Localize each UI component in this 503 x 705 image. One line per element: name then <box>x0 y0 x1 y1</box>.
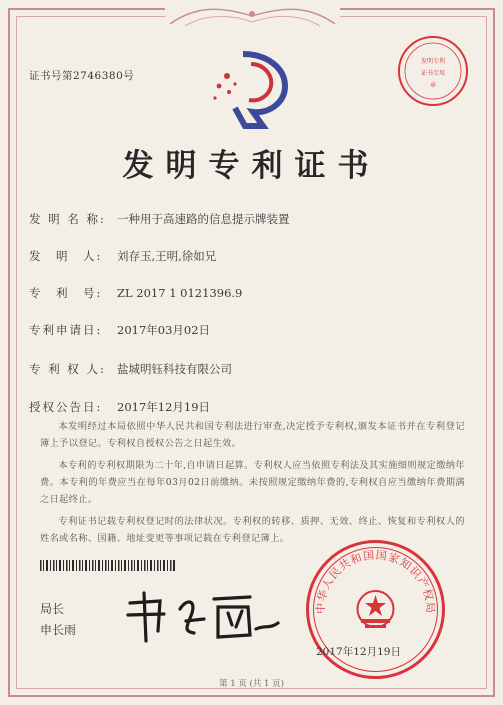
certificate-number: 证书号第2746380号 <box>29 70 135 82</box>
application-date-label: 专利申请日: <box>29 323 103 337</box>
patentee-field <box>29 361 232 377</box>
patentee-value: 盐城明钰科技有限公司 <box>117 362 232 376</box>
patent-number-value: ZL 2017 1 0121396.9 <box>117 286 243 300</box>
inventors-value: 刘存玉,王明,徐如兄 <box>117 249 217 263</box>
svg-text:中华人民共和国国家知识产权局: 中华人民共和国国家知识产权局 <box>314 548 437 615</box>
application-date-value: 2017年03月02日 <box>117 323 211 337</box>
seal-date: 2017年12月19日 <box>316 646 401 658</box>
patentee-label: 专 利 权 人: <box>29 362 106 376</box>
patent-corner-seal <box>395 33 471 109</box>
paragraph-3: 专利证书记载专利权登记时的法律状况。专利权的转移、质押、无效、终止、恢复和专利权人的姓名或名称、国籍、地址变更等事项记载在专利登记簿上。 <box>40 516 465 544</box>
top-ornament <box>165 4 340 30</box>
svg-text:发明专利: 发明专利 <box>420 58 446 65</box>
application-date-field <box>29 322 210 338</box>
invention-name-field <box>29 211 290 227</box>
director-signature <box>118 585 288 647</box>
svg-text:证书专用: 证书专用 <box>420 70 446 77</box>
paragraph-2: 本专利的专利权期限为二十年,自申请日起算。专利权人应当依照专利法及其实施细则规定缴纳年费。本专利的年费应当在每年03月02日前缴纳。未按照规定缴纳年费的,专利权自应当缴纳年费期满之日起终止。 <box>40 460 465 505</box>
grant-date-value: 2017年12月19日 <box>117 400 211 414</box>
grant-date-label: 授权公告日: <box>29 400 103 414</box>
invention-name-label: 发 明 名 称: <box>29 212 106 226</box>
patent-number-field <box>29 285 242 301</box>
inventors-label: 发 明 人: <box>29 249 103 263</box>
document-title: 发明专利证书 <box>122 148 381 184</box>
patent-number-label: 专 利 号: <box>29 286 103 300</box>
invention-name-value: 一种用于高速路的信息提示牌装置 <box>117 212 290 226</box>
grant-date-field <box>29 399 210 415</box>
barcode <box>40 556 175 567</box>
inventors-field <box>29 248 216 264</box>
director-name: 申长雨 <box>40 623 77 637</box>
patent-office-logo <box>205 48 300 130</box>
official-bureau-seal <box>303 537 448 682</box>
director-title: 局长 <box>40 602 65 616</box>
svg-text:章: 章 <box>429 82 437 89</box>
paragraph-1: 本发明经过本局依照中华人民共和国专利法进行审查,决定授予专利权,颁发本证书并在专利登记簿上予以登记。专利权自授权公告之日起生效。 <box>40 421 465 449</box>
page-number: 第 1 页 (共 1 页) <box>219 679 284 689</box>
